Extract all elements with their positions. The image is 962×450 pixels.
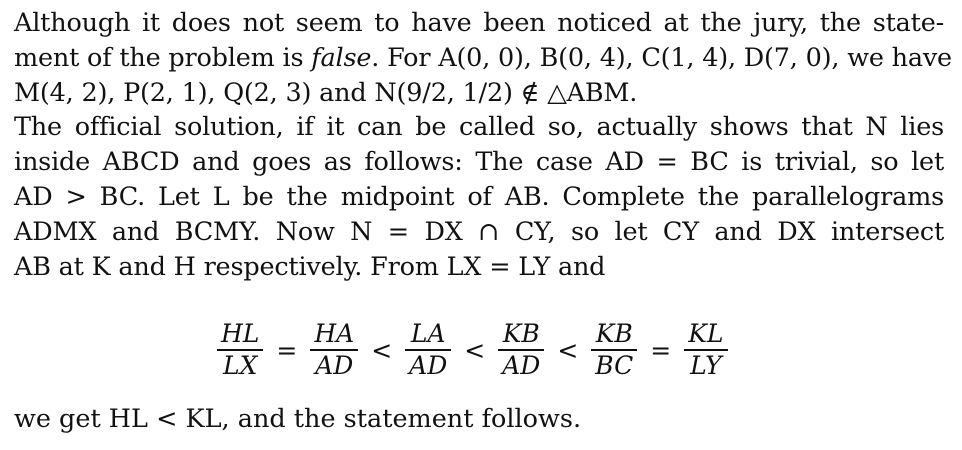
fraction-denominator: AD <box>315 350 354 380</box>
display-equation <box>216 312 729 388</box>
paragraph2-line4: ADMX and BCMY. Now N = DX ∩ CY, so let CY and DX intersect <box>14 216 944 247</box>
fraction-denominator: AD <box>409 350 448 380</box>
fraction <box>310 319 358 381</box>
document-body <box>14 6 952 284</box>
fraction <box>684 319 727 381</box>
fraction <box>217 319 263 381</box>
paragraph1-line2 <box>14 41 952 76</box>
fraction-numerator: KB <box>502 319 540 349</box>
paragraph1-line2-post: . For A(0, 0), B(0, 4), C(1, 4), D(7, 0), we have <box>371 42 952 73</box>
fraction-numerator: HL <box>221 319 260 349</box>
paragraph2-line5: AB at K and H respectively. From LX = LY and <box>14 251 606 282</box>
fraction-numerator: LA <box>410 319 446 349</box>
relation-symbol: < <box>464 335 486 365</box>
fraction-denominator: LY <box>690 350 722 380</box>
relation-symbol: < <box>371 335 393 365</box>
paragraph1-line2-pre: ment of the problem is <box>14 42 312 73</box>
fraction-numerator: KL <box>688 319 724 349</box>
paragraph2-line1: The official solution, if it can be called so, actually shows that N lies <box>14 112 944 143</box>
fraction <box>498 319 544 381</box>
relation-symbol: = <box>650 335 672 365</box>
paragraph1-line3: M(4, 2), P(2, 1), Q(2, 3) and N(9/2, 1/2) ∉ △ABM. <box>14 77 638 108</box>
fraction-denominator: BC <box>595 350 634 380</box>
relation-symbol: < <box>557 335 579 365</box>
paragraph2-line2: inside ABCD and goes as follows: The case AD = BC is trivial, so let <box>14 147 944 178</box>
conclusion-line: we get HL < KL, and the statement follows. <box>14 404 582 434</box>
fraction-denominator: AD <box>502 350 541 380</box>
paragraph2-line3: AD > BC. Let L be the midpoint of AB. Complete the parallelograms <box>14 181 944 212</box>
fraction <box>405 319 451 381</box>
paragraph1-line1: Although it does not seem to have been noticed at the jury, the state- <box>14 8 944 38</box>
fraction-numerator: KB <box>595 319 633 349</box>
fraction <box>591 319 637 381</box>
emphasis-false: false <box>311 42 372 73</box>
fraction-denominator: LX <box>223 350 258 380</box>
fraction-numerator: HA <box>314 319 355 349</box>
relation-symbol: = <box>276 335 298 365</box>
